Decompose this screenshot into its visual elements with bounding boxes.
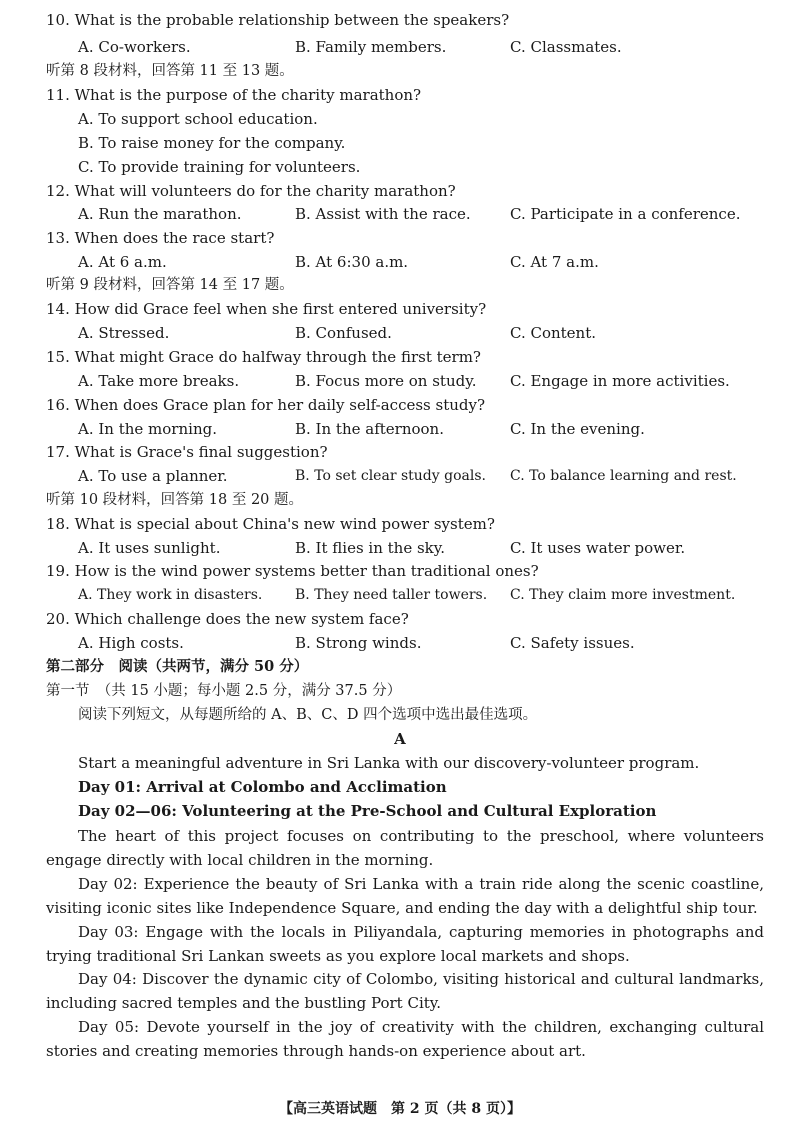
paragraph-4: [46, 967, 764, 1015]
passage-intro: Start a meaningful adventure in Sri Lanka with our discovery-volunteer program.: [78, 754, 700, 772]
paragraph-5: [46, 1015, 764, 1063]
option-11a: A. To support school education.: [78, 110, 318, 128]
question-18: 18. What is special about China's new wind power system?: [46, 515, 495, 533]
paragraph-4-text: Day 04: Discover the dynamic city of Colombo, visiting historical and cultural landmarks, including sacred temples and the bustling Port City.: [46, 970, 764, 1012]
question-15: 15. What might Grace do halfway through the first term?: [46, 348, 481, 366]
page-footer: 【高三英语试题 第 2 页（共 8 页）】: [279, 1101, 521, 1117]
option-15b: B. Focus more on study.: [295, 372, 477, 390]
option-10c: C. Classmates.: [510, 38, 622, 56]
option-17b: B. To set clear study goals.: [295, 468, 486, 484]
option-20a: A. High costs.: [78, 634, 184, 652]
option-18a: A. It uses sunlight.: [78, 539, 221, 557]
instruction-segment-9: 听第 9 段材料，回答第 14 至 17 题。: [46, 277, 294, 293]
option-10a: A. Co-workers.: [78, 38, 191, 56]
paragraph-2-text: Day 02: Experience the beauty of Sri Lanka with a train ride along the scenic coastline, visiting iconic sites like Independence Square, and ending the day with a delightful ship tour.: [46, 875, 764, 917]
day01-heading: Day 01: Arrival at Colombo and Acclimation: [78, 778, 447, 796]
paragraph-3: [46, 920, 764, 968]
option-14b: B. Confused.: [295, 324, 392, 342]
paragraph-2: [46, 872, 764, 920]
passage-label: A: [394, 730, 406, 748]
section1-title: 第一节 （共 15 小题；每小题 2.5 分，满分 37.5 分）: [46, 683, 402, 699]
question-14: 14. How did Grace feel when she first entered university?: [46, 300, 487, 318]
part2-title: 第二部分 阅读（共两节，满分 50 分）: [46, 658, 309, 675]
option-19a: A. They work in disasters.: [78, 587, 263, 603]
option-17c: C. To balance learning and rest.: [510, 468, 737, 484]
option-14c: C. Content.: [510, 324, 597, 342]
option-15c: C. Engage in more activities.: [510, 372, 730, 390]
question-10: 10. What is the probable relationship between the speakers?: [46, 11, 510, 29]
option-16a: A. In the morning.: [78, 420, 217, 438]
option-12c: C. Participate in a conference.: [510, 205, 741, 223]
option-19c: C. They claim more investment.: [510, 587, 736, 603]
question-12: 12. What will volunteers do for the charity marathon?: [46, 182, 456, 200]
question-11: 11. What is the purpose of the charity marathon?: [46, 86, 422, 104]
option-18b: B. It flies in the sky.: [295, 539, 446, 557]
question-17: 17. What is Grace's final suggestion?: [46, 443, 328, 461]
option-13b: B. At 6:30 a.m.: [295, 253, 409, 271]
day0206-heading: Day 02—06: Volunteering at the Pre-School and Cultural Exploration: [78, 802, 657, 820]
option-18c: C. It uses water power.: [510, 539, 686, 557]
option-17a: A. To use a planner.: [78, 467, 228, 485]
option-10b: B. Family members.: [295, 38, 447, 56]
reading-directions: 阅读下列短文，从每题所给的 A、B、C、D 四个选项中选出最佳选项。: [78, 707, 538, 723]
option-19b: B. They need taller towers.: [295, 587, 488, 603]
option-20b: B. Strong winds.: [295, 634, 422, 652]
question-20: 20. Which challenge does the new system face?: [46, 610, 409, 628]
paragraph-1-text: The heart of this project focuses on contributing to the preschool, where volunteers engage directly with local children in the morning.: [46, 827, 764, 869]
question-19: 19. How is the wind power systems better than traditional ones?: [46, 562, 539, 580]
option-15a: A. Take more breaks.: [78, 372, 240, 390]
option-12b: B. Assist with the race.: [295, 205, 471, 223]
question-16: 16. When does Grace plan for her daily self-access study?: [46, 396, 486, 414]
option-16c: C. In the evening.: [510, 420, 645, 438]
option-13c: C. At 7 a.m.: [510, 253, 599, 271]
paragraph-3-text: Day 03: Engage with the locals in Piliyandala, capturing memories in photographs and trying traditional Sri Lankan sweets as you explore local markets and shops.: [46, 923, 764, 965]
option-13a: A. At 6 a.m.: [78, 253, 167, 271]
instruction-segment-8: 听第 8 段材料，回答第 11 至 13 题。: [46, 63, 294, 79]
option-16b: B. In the afternoon.: [295, 420, 444, 438]
paragraph-1: [46, 824, 764, 872]
option-12a: A. Run the marathon.: [78, 205, 242, 223]
option-14a: A. Stressed.: [78, 324, 170, 342]
option-20c: C. Safety issues.: [510, 634, 635, 652]
option-11c: C. To provide training for volunteers.: [78, 158, 361, 176]
option-11b: B. To raise money for the company.: [78, 134, 346, 152]
paragraph-5-text: Day 05: Devote yourself in the joy of creativity with the children, exchanging cultural stories and creating memories through hands-on experience about art.: [46, 1018, 764, 1060]
instruction-segment-10: 听第 10 段材料，回答第 18 至 20 题。: [46, 492, 304, 508]
question-13: 13. When does the race start?: [46, 229, 275, 247]
